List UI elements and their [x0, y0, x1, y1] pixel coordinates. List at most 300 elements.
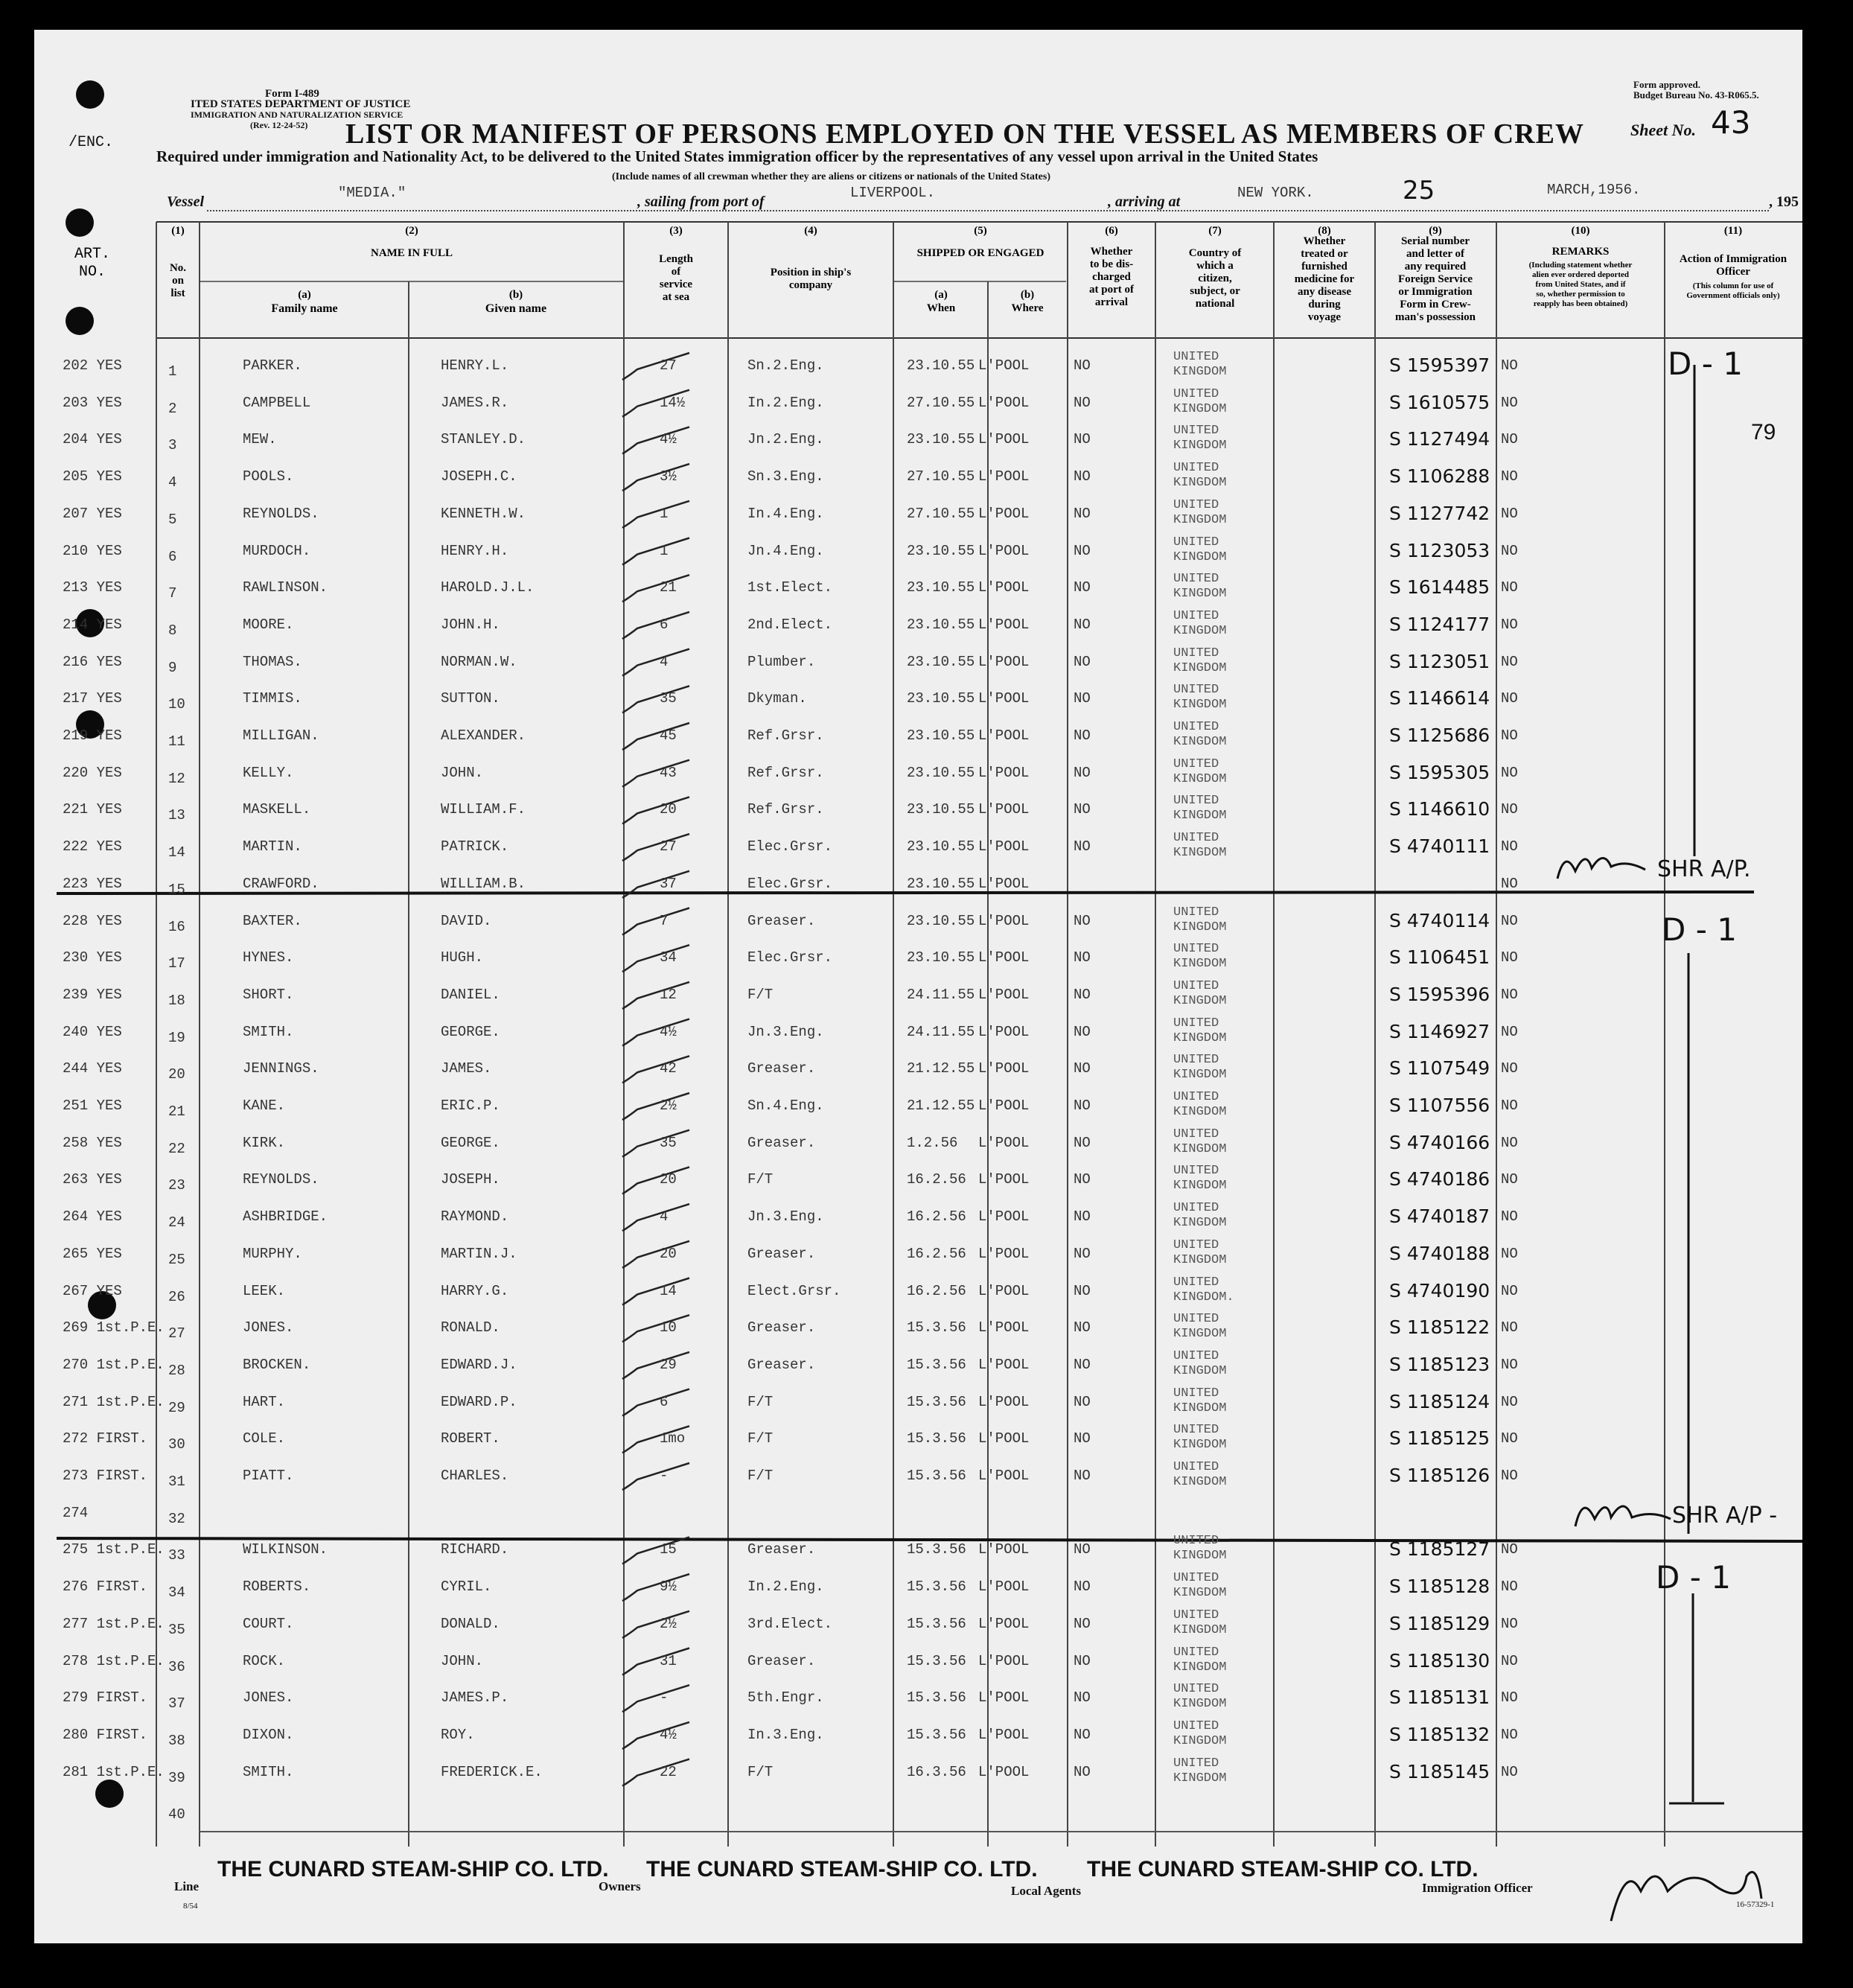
discharged: NO [1074, 1430, 1091, 1447]
shipped-where: L'POOL [978, 579, 1030, 596]
given-name: EDWARD.P. [441, 1393, 517, 1410]
list-number: 2 [168, 400, 177, 417]
position: F/T [747, 986, 774, 1003]
serial-number: S 1185126 [1389, 1465, 1490, 1486]
list-number: 3 [168, 437, 177, 454]
art-number: 267 YES [63, 1282, 122, 1299]
remarks: NO [1501, 431, 1518, 448]
length-of-service: 29 [660, 1356, 677, 1373]
shipped-when: 23.10.55 [907, 949, 975, 966]
serial-number: S 4740187 [1389, 1205, 1490, 1228]
discharged: NO [1074, 653, 1091, 670]
serial-number: S 4740114 [1389, 909, 1490, 931]
country: UNITED KINGDOM [1173, 1164, 1227, 1194]
shipped-where: L'POOL [978, 912, 1030, 929]
family-name: CAMPBELL [243, 394, 311, 411]
art-number: 278 1st.P.E. [63, 1652, 165, 1669]
length-of-service: 35 [660, 1134, 677, 1151]
family-name: JONES. [243, 1689, 294, 1707]
position: Dkyman. [747, 690, 807, 707]
col-given-name: Given name [485, 302, 547, 315]
country: UNITED KINGDOM [1173, 1756, 1227, 1785]
discharged: NO [1074, 431, 1091, 448]
art-number: 281 1st.P.E. [63, 1763, 165, 1780]
family-name: KIRK. [243, 1134, 286, 1151]
given-name: JAMES.P. [441, 1689, 509, 1707]
table-row [34, 1719, 1802, 1756]
shipped-when: 24.11.55 [907, 986, 975, 1003]
shipped-where: L'POOL [978, 653, 1030, 670]
art-number: 219 YES [63, 727, 122, 744]
table-row [34, 1386, 1802, 1424]
family-name: MURPHY. [243, 1245, 302, 1262]
list-number: 5 [168, 511, 177, 528]
discharged: NO [1074, 394, 1091, 411]
country: UNITED KINGDOM [1173, 1386, 1227, 1415]
given-name: FREDERICK.E. [441, 1763, 543, 1780]
family-name: SMITH. [243, 1023, 294, 1040]
list-number: 1 [168, 363, 177, 380]
col-action: Action of Immigration Officer [1679, 253, 1787, 278]
table-row [34, 905, 1802, 943]
service-name: IMMIGRATION AND NATURALIZATION SERVICE [191, 109, 404, 120]
discharged: NO [1074, 1171, 1091, 1188]
list-number: 29 [168, 1399, 185, 1416]
country: UNITED KINGDOM [1173, 1201, 1227, 1231]
given-name: ROY. [441, 1726, 475, 1743]
length-of-service: 14 [660, 1282, 677, 1299]
remarks: NO [1501, 801, 1518, 818]
shipped-when: 23.10.55 [907, 727, 975, 744]
remarks: NO [1501, 505, 1518, 522]
remarks: NO [1501, 1468, 1518, 1484]
remarks: NO [1501, 764, 1518, 781]
owners-company: THE CUNARD STEAM-SHIP CO. LTD. [646, 1857, 1038, 1882]
serial-number: S 4740188 [1389, 1242, 1490, 1264]
length-of-service: 1 [660, 505, 669, 522]
list-number: 39 [168, 1769, 185, 1786]
list-number: 13 [168, 807, 185, 824]
page-title: LIST OR MANIFEST OF PERSONS EMPLOYED ON THE VESSEL AS MEMBERS OF CREW [345, 118, 1584, 150]
given-name: ROBERT. [441, 1430, 500, 1447]
shipped-when: 1.2.56 [907, 1134, 958, 1151]
table-row [34, 461, 1802, 498]
col-serial: Serial number and letter of any required Foreign Service or Immigration Form in Crew- man's possession [1395, 235, 1476, 323]
family-name: KANE. [243, 1097, 286, 1114]
shipped-where: L'POOL [978, 1615, 1030, 1632]
position: F/T [747, 1393, 774, 1410]
position: F/T [747, 1430, 774, 1447]
discharged: NO [1074, 690, 1091, 707]
shipped-where: L'POOL [978, 986, 1030, 1003]
discharged: NO [1074, 1615, 1091, 1632]
given-name: CYRIL. [441, 1578, 492, 1596]
serial-number: S 1125686 [1389, 724, 1490, 746]
position: Greaser. [747, 912, 816, 929]
list-number: 14 [168, 844, 185, 861]
country: UNITED KINGDOM [1173, 572, 1227, 602]
position: Greaser. [747, 1541, 816, 1558]
shipped-when: 16.2.56 [907, 1208, 966, 1226]
col-where: Where [1011, 302, 1044, 314]
remarks: NO [1501, 468, 1518, 485]
length-of-service: - [660, 1689, 669, 1707]
country: UNITED KINGDOM [1173, 720, 1227, 749]
shipped-where: L'POOL [978, 616, 1030, 633]
serial-number: S 1614485 [1389, 576, 1490, 599]
col-no-on-list: No. on list [169, 262, 187, 299]
table-row [34, 757, 1802, 794]
family-name: ROBERTS. [243, 1578, 311, 1596]
shipped-when: 23.10.55 [907, 616, 975, 633]
serial-number: S 1185128 [1389, 1576, 1490, 1598]
line-company: THE CUNARD STEAM-SHIP CO. LTD. [217, 1857, 609, 1882]
table-row [34, 498, 1802, 535]
given-name: WILLIAM.B. [441, 875, 526, 892]
remarks: NO [1501, 1134, 1518, 1151]
length-of-service: 1 [660, 542, 669, 559]
position: F/T [747, 1171, 774, 1188]
shipped-where: L'POOL [978, 468, 1030, 485]
serial-number: S 1127494 [1389, 428, 1490, 450]
sailing-port: LIVERPOOL. [850, 185, 936, 201]
given-name: JOHN.H. [441, 616, 500, 633]
table-row [34, 794, 1802, 831]
given-name: RONALD. [441, 1319, 500, 1337]
family-name: MEW. [243, 431, 277, 448]
country: UNITED KINGDOM [1173, 497, 1227, 527]
serial-number: S 4740111 [1389, 835, 1490, 858]
remarks: NO [1501, 1023, 1518, 1040]
remarks: NO [1501, 1097, 1518, 1114]
country: UNITED KINGDOM [1173, 1348, 1227, 1378]
serial-number: S 1127742 [1389, 502, 1490, 524]
discharged: NO [1074, 1652, 1091, 1669]
country: UNITED KINGDOM [1173, 1460, 1227, 1489]
art-number: 221 YES [63, 801, 122, 818]
table-row [34, 1312, 1802, 1349]
shipped-when: 15.3.56 [907, 1578, 966, 1596]
remarks: NO [1501, 1171, 1518, 1188]
table-row [34, 720, 1802, 757]
discharged: NO [1074, 505, 1091, 522]
country: UNITED KINGDOM [1173, 905, 1227, 934]
subtitle: Required under immigration and Nationality Act, to be delivered to the United States immigration officer by the representatives of any vessel upon arrival in the United States [156, 147, 1318, 165]
list-number: 25 [168, 1251, 185, 1268]
remarks: NO [1501, 875, 1518, 892]
vessel-name: "MEDIA." [338, 185, 406, 201]
list-number: 27 [168, 1325, 185, 1342]
length-of-service: 6 [660, 616, 669, 633]
col-medicine: Whether treated or furnished medicine for any disease during voyage [1294, 235, 1355, 323]
include-note: (Include names of all crewman whether they are aliens or citizens or nationals of the United States) [612, 171, 1050, 182]
col-discharged: Whether to be dis- charged at port of arrival [1089, 246, 1134, 308]
length-of-service: 14½ [660, 394, 686, 411]
list-number: 8 [168, 622, 177, 639]
position: Jn.3.Eng. [747, 1208, 824, 1226]
shipped-when: 27.10.55 [907, 394, 975, 411]
art-number: 273 FIRST. [63, 1468, 148, 1484]
shipped-where: L'POOL [978, 838, 1030, 856]
art-number: 244 YES [63, 1060, 122, 1077]
col-given-letter: (b) [508, 289, 523, 301]
position: Elec.Grsr. [747, 875, 833, 892]
discharged: NO [1074, 1726, 1091, 1743]
given-name: RICHARD. [441, 1541, 509, 1558]
col-when-letter: (a) [934, 289, 948, 301]
discharged: NO [1074, 1689, 1091, 1707]
shipped-where: L'POOL [978, 1393, 1030, 1410]
department: ITED STATES DEPARTMENT OF JUSTICE [191, 98, 411, 110]
shipped-where: L'POOL [978, 1097, 1030, 1114]
shipped-when: 23.10.55 [907, 875, 975, 892]
form-code: 16-57329-1 [1736, 1900, 1775, 1909]
length-of-service: 20 [660, 801, 677, 818]
art-number: 204 YES [63, 431, 122, 448]
family-name: PIATT. [243, 1468, 294, 1484]
given-name: PATRICK. [441, 838, 509, 856]
position: Greaser. [747, 1134, 816, 1151]
table-row [34, 1016, 1802, 1054]
list-number: 28 [168, 1362, 185, 1379]
family-name: ASHBRIDGE. [243, 1208, 328, 1226]
list-number: 21 [168, 1103, 185, 1120]
sailing-label: , sailing from port of [637, 194, 765, 210]
given-name: JOHN. [441, 1652, 484, 1669]
country: UNITED KINGDOM [1173, 756, 1227, 786]
table-row [34, 1645, 1802, 1683]
list-number: 34 [168, 1584, 185, 1602]
length-of-service: 9½ [660, 1578, 677, 1596]
art-number: 202 YES [63, 357, 122, 374]
family-name: MARTIN. [243, 838, 302, 856]
action-d1: D - 1 [1662, 911, 1737, 948]
list-number: 26 [168, 1288, 185, 1305]
art-number: 280 FIRST. [63, 1726, 148, 1743]
shipped-where: L'POOL [978, 431, 1030, 448]
position: Greaser. [747, 1245, 816, 1262]
given-name: JOSEPH. [441, 1171, 500, 1188]
given-name: WILLIAM.F. [441, 801, 526, 818]
art-number: 269 1st.P.E. [63, 1319, 165, 1337]
country: UNITED KINGDOM [1173, 1718, 1227, 1748]
art-number: 274 [63, 1504, 89, 1521]
sheet-number: 43 [1711, 104, 1751, 141]
remarks: NO [1501, 357, 1518, 374]
list-number: 17 [168, 955, 185, 972]
sheet-label: Sheet No. [1630, 121, 1696, 139]
shipped-where: L'POOL [978, 1319, 1030, 1337]
family-name: KELLY. [243, 764, 294, 781]
col-number: (4) [804, 225, 817, 237]
discharged: NO [1074, 1393, 1091, 1410]
length-of-service: 2½ [660, 1097, 677, 1114]
remarks: NO [1501, 1319, 1518, 1337]
shipped-where: L'POOL [978, 1689, 1030, 1707]
given-name: HUGH. [441, 949, 484, 966]
col-number: (9) [1429, 225, 1442, 237]
position: Jn.4.Eng. [747, 542, 824, 559]
given-name: GEORGE. [441, 1023, 500, 1040]
position: Ref.Grsr. [747, 764, 824, 781]
discharged: NO [1074, 579, 1091, 596]
list-number: 18 [168, 992, 185, 1009]
list-number: 30 [168, 1436, 185, 1453]
signature-note: SHR A/P. [1657, 856, 1751, 882]
remarks: NO [1501, 1356, 1518, 1373]
discharged: NO [1074, 986, 1091, 1003]
serial-number: S 1146610 [1389, 798, 1490, 821]
table-row [34, 979, 1802, 1016]
serial-number: S 1595396 [1389, 983, 1490, 1005]
shipped-where: L'POOL [978, 875, 1030, 892]
shipped-when: 27.10.55 [907, 505, 975, 522]
position: Sn.3.Eng. [747, 468, 824, 485]
art-number: 270 1st.P.E. [63, 1356, 165, 1373]
country: UNITED KINGDOM [1173, 978, 1227, 1008]
agents-label: Local Agents [1011, 1884, 1081, 1898]
remarks: NO [1501, 1726, 1518, 1743]
table-row [34, 1164, 1802, 1201]
given-name: MARTIN.J. [441, 1245, 517, 1262]
discharged: NO [1074, 616, 1091, 633]
length-of-service: 20 [660, 1245, 677, 1262]
art-number: 214 YES [63, 616, 122, 633]
art-number: 279 FIRST. [63, 1689, 148, 1707]
serial-number: S 1185131 [1389, 1686, 1490, 1709]
col-number: (10) [1571, 225, 1590, 237]
art-number: 223 YES [63, 875, 122, 892]
list-number: 19 [168, 1029, 185, 1046]
family-name: MILLIGAN. [243, 727, 319, 744]
country: UNITED KINGDOM [1173, 1423, 1227, 1453]
remarks: NO [1501, 1652, 1518, 1669]
discharged: NO [1074, 357, 1091, 374]
length-of-service: 15 [660, 1541, 677, 1558]
year-suffix: , 195 [1769, 194, 1799, 210]
serial-number: S 1595397 [1389, 354, 1490, 376]
length-of-service: 3½ [660, 468, 677, 485]
country: UNITED KINGDOM [1173, 1534, 1227, 1564]
position: Greaser. [747, 1356, 816, 1373]
family-name: MOORE. [243, 616, 294, 633]
shipped-when: 23.10.55 [907, 764, 975, 781]
col-family-name: Family name [271, 302, 338, 315]
list-number: 32 [168, 1510, 185, 1527]
remarks: NO [1501, 1615, 1518, 1632]
discharged: NO [1074, 912, 1091, 929]
position: Ref.Grsr. [747, 801, 824, 818]
serial-number: S 1185124 [1389, 1390, 1490, 1412]
art-number: 239 YES [63, 986, 122, 1003]
remarks: NO [1501, 986, 1518, 1003]
list-number: 9 [168, 659, 177, 676]
remarks: NO [1501, 1208, 1518, 1226]
shipped-where: L'POOL [978, 727, 1030, 744]
owners-label: Owners [599, 1879, 641, 1893]
manifest-sheet [34, 30, 1802, 1943]
discharged: NO [1074, 801, 1091, 818]
list-number: 24 [168, 1214, 185, 1232]
list-number: 7 [168, 585, 177, 602]
serial-number: S 1106451 [1389, 946, 1490, 969]
length-of-service: 21 [660, 579, 677, 596]
col-action-note: (This column for use of Government officials only) [1686, 281, 1780, 300]
length-of-service: 34 [660, 949, 677, 966]
table-row [34, 609, 1802, 646]
list-number: 23 [168, 1177, 185, 1194]
form-approved: Form approved. [1633, 79, 1701, 90]
given-name: JOHN. [441, 764, 484, 781]
shipped-when: 21.12.55 [907, 1097, 975, 1114]
list-number: 12 [168, 770, 185, 787]
shipped-where: L'POOL [978, 1541, 1030, 1558]
shipped-where: L'POOL [978, 801, 1030, 818]
col-position: Position in ship's company [770, 267, 852, 291]
table-row [34, 831, 1802, 868]
list-number: 37 [168, 1695, 185, 1713]
art-number: 263 YES [63, 1171, 122, 1188]
given-name: GEORGE. [441, 1134, 500, 1151]
shipped-where: L'POOL [978, 505, 1030, 522]
serial-number: S 1107549 [1389, 1057, 1490, 1080]
agents-company: THE CUNARD STEAM-SHIP CO. LTD. [1087, 1857, 1479, 1882]
position: Greaser. [747, 1060, 816, 1077]
shipped-where: L'POOL [978, 1578, 1030, 1596]
table-row [34, 683, 1802, 720]
given-name: JAMES.R. [441, 394, 509, 411]
position: Sn.4.Eng. [747, 1097, 824, 1114]
country: UNITED KINGDOM [1173, 1053, 1227, 1083]
serial-number: S 4740166 [1389, 1131, 1490, 1153]
shipped-when: 23.10.55 [907, 357, 975, 374]
list-number: 36 [168, 1658, 185, 1675]
col-remarks: (Including statement whether alien ever ordered deported from United States, and if so, whether permission to reapply has been obtained) [1528, 261, 1633, 308]
country: UNITED KINGDOM [1173, 535, 1227, 564]
given-name: ERIC.P. [441, 1097, 500, 1114]
given-name: DANIEL. [441, 986, 500, 1003]
family-name: COURT. [243, 1615, 294, 1632]
shipped-where: L'POOL [978, 542, 1030, 559]
position: Sn.2.Eng. [747, 357, 824, 374]
art-number: 265 YES [63, 1245, 122, 1262]
length-of-service: 1mo [660, 1430, 686, 1447]
art-number: 275 1st.P.E. [63, 1541, 165, 1558]
length-of-service: 31 [660, 1652, 677, 1669]
officer-label: Immigration Officer [1422, 1881, 1533, 1895]
position: In.2.Eng. [747, 394, 824, 411]
table-row [34, 1571, 1802, 1608]
table-row [34, 350, 1802, 387]
table-row [34, 1534, 1802, 1571]
shipped-when: 16.2.56 [907, 1171, 966, 1188]
shipped-when: 15.3.56 [907, 1356, 966, 1373]
shipped-when: 15.3.56 [907, 1393, 966, 1410]
shipped-when: 15.3.56 [907, 1615, 966, 1632]
family-name: HYNES. [243, 949, 294, 966]
art-number: 203 YES [63, 394, 122, 411]
family-name: BAXTER. [243, 912, 302, 929]
discharged: NO [1074, 949, 1091, 966]
remarks: NO [1501, 1393, 1518, 1410]
table-row [34, 646, 1802, 684]
shipped-where: L'POOL [978, 1726, 1030, 1743]
shipped-when: 15.3.56 [907, 1430, 966, 1447]
country: UNITED KINGDOM [1173, 350, 1227, 379]
position: Elect.Grsr. [747, 1282, 841, 1299]
length-of-service: - [660, 1468, 669, 1484]
given-name: CHARLES. [441, 1468, 509, 1484]
